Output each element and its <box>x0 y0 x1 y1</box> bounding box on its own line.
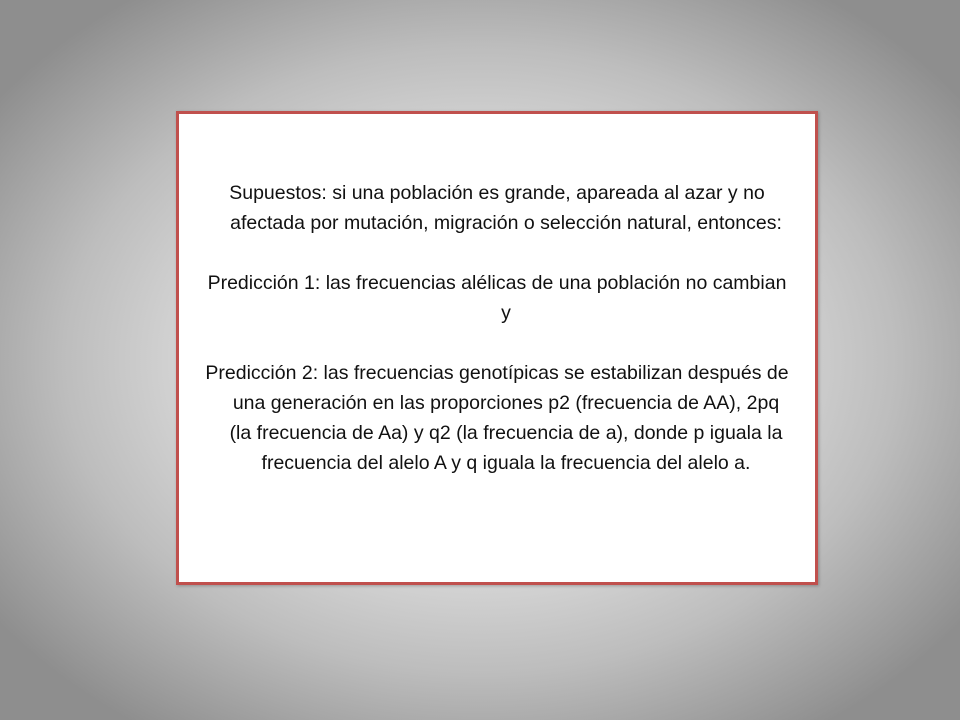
text-block <box>179 178 815 478</box>
content-box <box>176 111 818 585</box>
assumptions-paragraph: Supuestos: si una población es grande, apareada al azar y no afectada por mutación, migración o selección natural, entonces: <box>229 182 782 234</box>
prediction-1-paragraph: Predicción 1: las frecuencias alélicas de una población no cambian y <box>207 272 787 324</box>
prediction-2-paragraph: Predicción 2: las frecuencias genotípicas se estabilizan después de una generación en las proporciones p2 (frecuencia de AA), 2pq (la frecuencia de Aa) y q2 (la frecuencia de a), donde p iguala la frecuencia del alelo A y q iguala la frecuencia del alelo a. <box>205 362 789 474</box>
